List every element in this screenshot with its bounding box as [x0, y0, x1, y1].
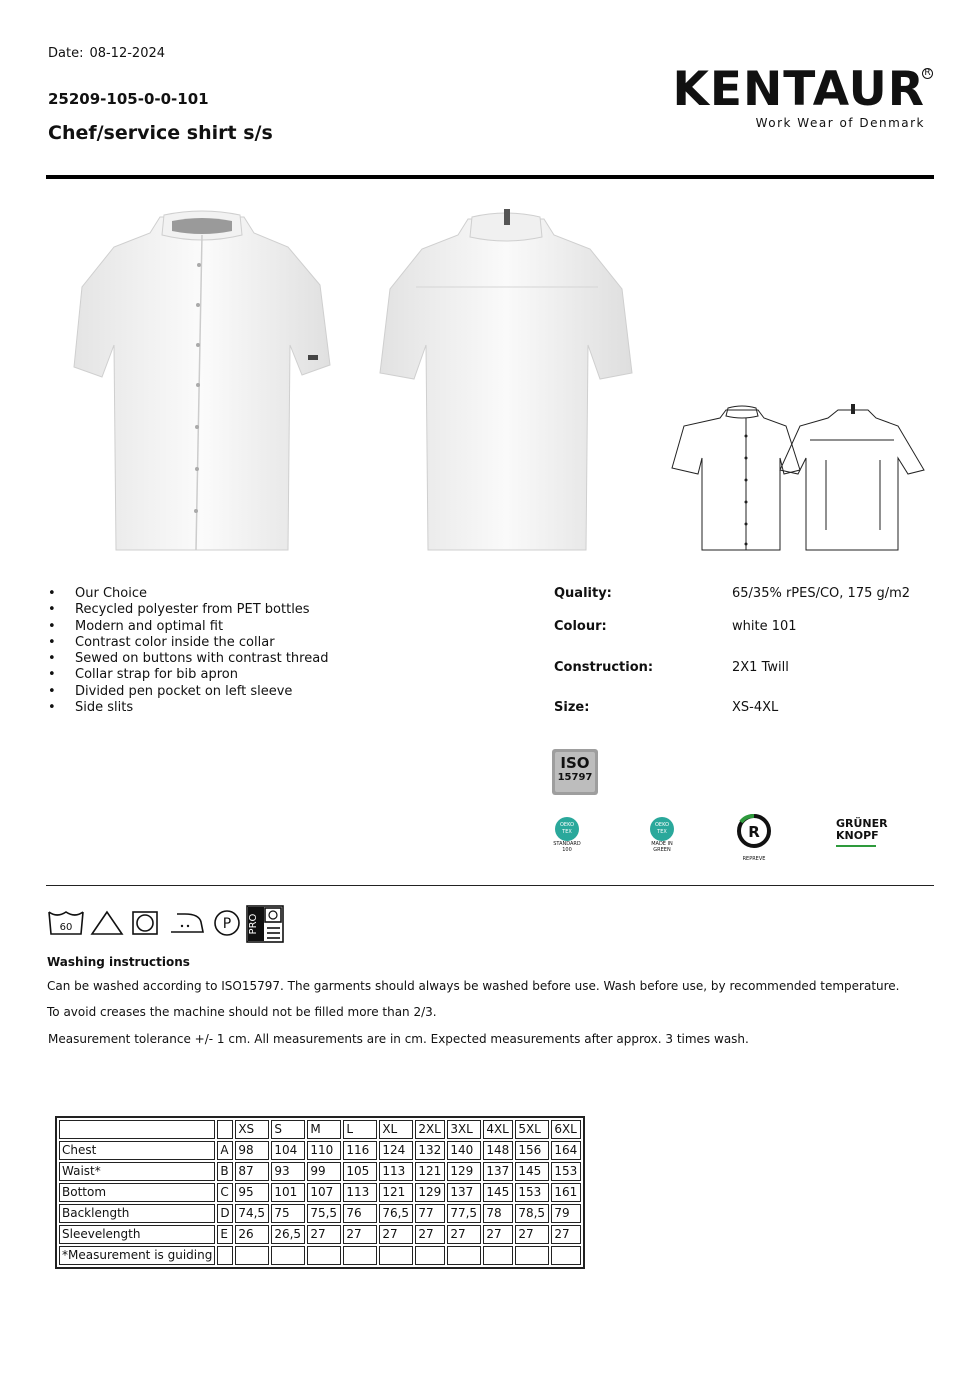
section-divider [46, 885, 934, 886]
table-cell: 140 [447, 1141, 481, 1160]
table-header-row [59, 1120, 581, 1139]
row-code: C [217, 1183, 233, 1202]
table-cell [415, 1246, 445, 1265]
table-cell [343, 1246, 377, 1265]
column-header: XS [235, 1120, 269, 1139]
table-cell: 99 [307, 1162, 341, 1181]
repreve-caption: REPREVE [742, 856, 766, 862]
article-number: 25209-105-0-0-101 [48, 90, 209, 108]
oeko-1-caption: STANDARD 100 [553, 841, 581, 853]
table-cell: 98 [235, 1141, 269, 1160]
construction-label: Construction: [554, 660, 654, 675]
table-cell: 27 [379, 1225, 413, 1244]
table-cell [483, 1246, 513, 1265]
table-cell [379, 1246, 413, 1265]
care-symbols [47, 904, 287, 944]
construction-value: 2X1 Twill [732, 660, 789, 675]
row-label: Bottom [59, 1183, 215, 1202]
table-cell: 137 [447, 1183, 481, 1202]
table-cell: 124 [379, 1141, 413, 1160]
table-cell [235, 1246, 269, 1265]
iso-title: ISO [560, 754, 590, 772]
wash-temp: 60 [59, 922, 73, 933]
date-line [48, 46, 171, 61]
column-header: XL [379, 1120, 413, 1139]
table-cell: 145 [483, 1183, 513, 1202]
table-cell: 153 [515, 1183, 549, 1202]
table-cell: 87 [235, 1162, 269, 1181]
date-value: 08-12-2024 [89, 46, 166, 61]
list-item: • Side slits [48, 700, 328, 716]
date-label: Date: [48, 46, 84, 61]
table-cell: 26,5 [271, 1225, 305, 1244]
table-cell: 93 [271, 1162, 305, 1181]
column-header: 3XL [447, 1120, 481, 1139]
table-cell: 161 [551, 1183, 581, 1202]
table-cell: 104 [271, 1141, 305, 1160]
table-cell: 156 [515, 1141, 549, 1160]
dry-clean-letter: P [222, 916, 232, 932]
oeko-tex-standard-badge [552, 817, 592, 859]
row-code: D [217, 1204, 233, 1223]
table-cell: 148 [483, 1141, 513, 1160]
column-header: 5XL [515, 1120, 549, 1139]
table-cell: 145 [515, 1162, 549, 1181]
column-header: 2XL [415, 1120, 445, 1139]
list-item: • Contrast color inside the collar [48, 635, 328, 651]
table-cell: 27 [447, 1225, 481, 1244]
repreve-icon [734, 810, 774, 852]
table-cell [447, 1246, 481, 1265]
list-item: • Our Choice [48, 586, 328, 602]
iso-number: 15797 [557, 772, 593, 783]
pro-label: PRO [248, 913, 259, 935]
table-row [59, 1225, 581, 1244]
list-item: • Modern and optimal fit [48, 619, 328, 635]
table-row [59, 1204, 581, 1223]
brand-logo [650, 62, 931, 130]
table-cell: 74,5 [235, 1204, 269, 1223]
quality-value: 65/35% rPES/CO, 175 g/m2 [732, 586, 911, 601]
gruener-accent-bar [836, 845, 876, 847]
oeko-tex-icon [555, 817, 579, 841]
table-cell: 95 [235, 1183, 269, 1202]
table-cell: 77,5 [447, 1204, 481, 1223]
technical-drawing [668, 400, 930, 560]
table-cell: 27 [307, 1225, 341, 1244]
table-cell [551, 1246, 581, 1265]
header-blank-cell [217, 1120, 233, 1139]
table-cell [307, 1246, 341, 1265]
table-cell: 129 [447, 1162, 481, 1181]
registered-mark: R [922, 68, 933, 79]
brand-name: KENTAUR [672, 62, 925, 117]
table-row [59, 1141, 581, 1160]
table-cell: 116 [343, 1141, 377, 1160]
colour-value: white 101 [732, 619, 797, 634]
shirt-back-photo [376, 205, 636, 561]
row-code: A [217, 1141, 233, 1160]
table-cell: 105 [343, 1162, 377, 1181]
table-cell: 27 [515, 1225, 549, 1244]
table-row [59, 1162, 581, 1181]
size-value: XS-4XL [732, 700, 779, 715]
table-cell: 121 [415, 1162, 445, 1181]
shirt-front-photo [68, 205, 336, 561]
row-label: *Measurement is guiding [59, 1246, 215, 1265]
row-label: Backlength [59, 1204, 215, 1223]
table-cell: 75 [271, 1204, 305, 1223]
table-cell: 113 [379, 1162, 413, 1181]
oeko-1-name: OEKO TEX [559, 822, 575, 835]
table-cell [515, 1246, 549, 1265]
row-label: Sleevelength [59, 1225, 215, 1244]
list-item: • Recycled polyester from PET bottles [48, 602, 328, 618]
table-cell: 26 [235, 1225, 269, 1244]
row-label: Chest [59, 1141, 215, 1160]
table-cell: 76,5 [379, 1204, 413, 1223]
row-code [217, 1246, 233, 1265]
table-cell: 137 [483, 1162, 513, 1181]
table-cell: 113 [343, 1183, 377, 1202]
row-code: E [217, 1225, 233, 1244]
table-cell: 129 [415, 1183, 445, 1202]
header-blank-cell [59, 1120, 215, 1139]
table-cell: 107 [307, 1183, 341, 1202]
table-row [59, 1246, 581, 1265]
table-cell: 153 [551, 1162, 581, 1181]
washing-line-2: To avoid creases the machine should not be filled more than 2/3. [47, 1005, 437, 1019]
washing-line-3: Measurement tolerance +/- 1 cm. All measurements are in cm. Expected measurements after approx. 3 times wash. [48, 1032, 749, 1046]
iron-icon [171, 914, 203, 932]
table-cell: 78 [483, 1204, 513, 1223]
washing-line-1: Can be washed according to ISO15797. The garments should always be washed before use. Wash before use, by recommended temperature. [47, 979, 900, 993]
column-header: 6XL [551, 1120, 581, 1139]
table-cell: 78,5 [515, 1204, 549, 1223]
washing-title: Washing instructions [47, 955, 190, 969]
column-header: M [307, 1120, 341, 1139]
table-cell: 76 [343, 1204, 377, 1223]
colour-label: Colour: [554, 619, 607, 634]
table-cell: 27 [343, 1225, 377, 1244]
column-header: L [343, 1120, 377, 1139]
repreve-badge [734, 810, 774, 860]
bleach-triangle-icon [92, 912, 122, 934]
feature-list [48, 586, 328, 716]
iso-15797-badge [552, 749, 598, 795]
oeko-2-name: OEKO TEX [654, 822, 670, 835]
table-cell: 164 [551, 1141, 581, 1160]
brand-tagline: Work Wear of Denmark [755, 116, 925, 130]
table-cell: 27 [551, 1225, 581, 1244]
table-cell: 75,5 [307, 1204, 341, 1223]
row-label: Waist* [59, 1162, 215, 1181]
gruener-line1: GRÜNER [836, 817, 888, 830]
list-item: • Collar strap for bib apron [48, 667, 328, 683]
column-header: 4XL [483, 1120, 513, 1139]
table-cell: 101 [271, 1183, 305, 1202]
size-table [55, 1116, 585, 1269]
column-header: S [271, 1120, 305, 1139]
table-cell [271, 1246, 305, 1265]
table-cell: 27 [415, 1225, 445, 1244]
oeko-tex-made-in-green-badge [647, 817, 687, 859]
table-cell: 27 [483, 1225, 513, 1244]
table-cell: 110 [307, 1141, 341, 1160]
quality-label: Quality: [554, 586, 612, 601]
list-item: • Sewed on buttons with contrast thread [48, 651, 328, 667]
list-item: • Divided pen pocket on left sleeve [48, 684, 328, 700]
row-code: B [217, 1162, 233, 1181]
oeko-2-caption: MADE IN GREEN [651, 841, 673, 853]
table-cell: 77 [415, 1204, 445, 1223]
table-cell: 121 [379, 1183, 413, 1202]
svg-text:R: R [748, 823, 760, 841]
size-label: Size: [554, 700, 590, 715]
table-cell: 132 [415, 1141, 445, 1160]
gruener-line2: KNOPF [836, 829, 879, 842]
oeko-tex-icon [650, 817, 674, 841]
table-row [59, 1183, 581, 1202]
gruener-knopf-badge [836, 818, 886, 858]
header-divider [46, 175, 934, 179]
table-cell: 79 [551, 1204, 581, 1223]
product-name: Chef/service shirt s/s [48, 122, 273, 144]
